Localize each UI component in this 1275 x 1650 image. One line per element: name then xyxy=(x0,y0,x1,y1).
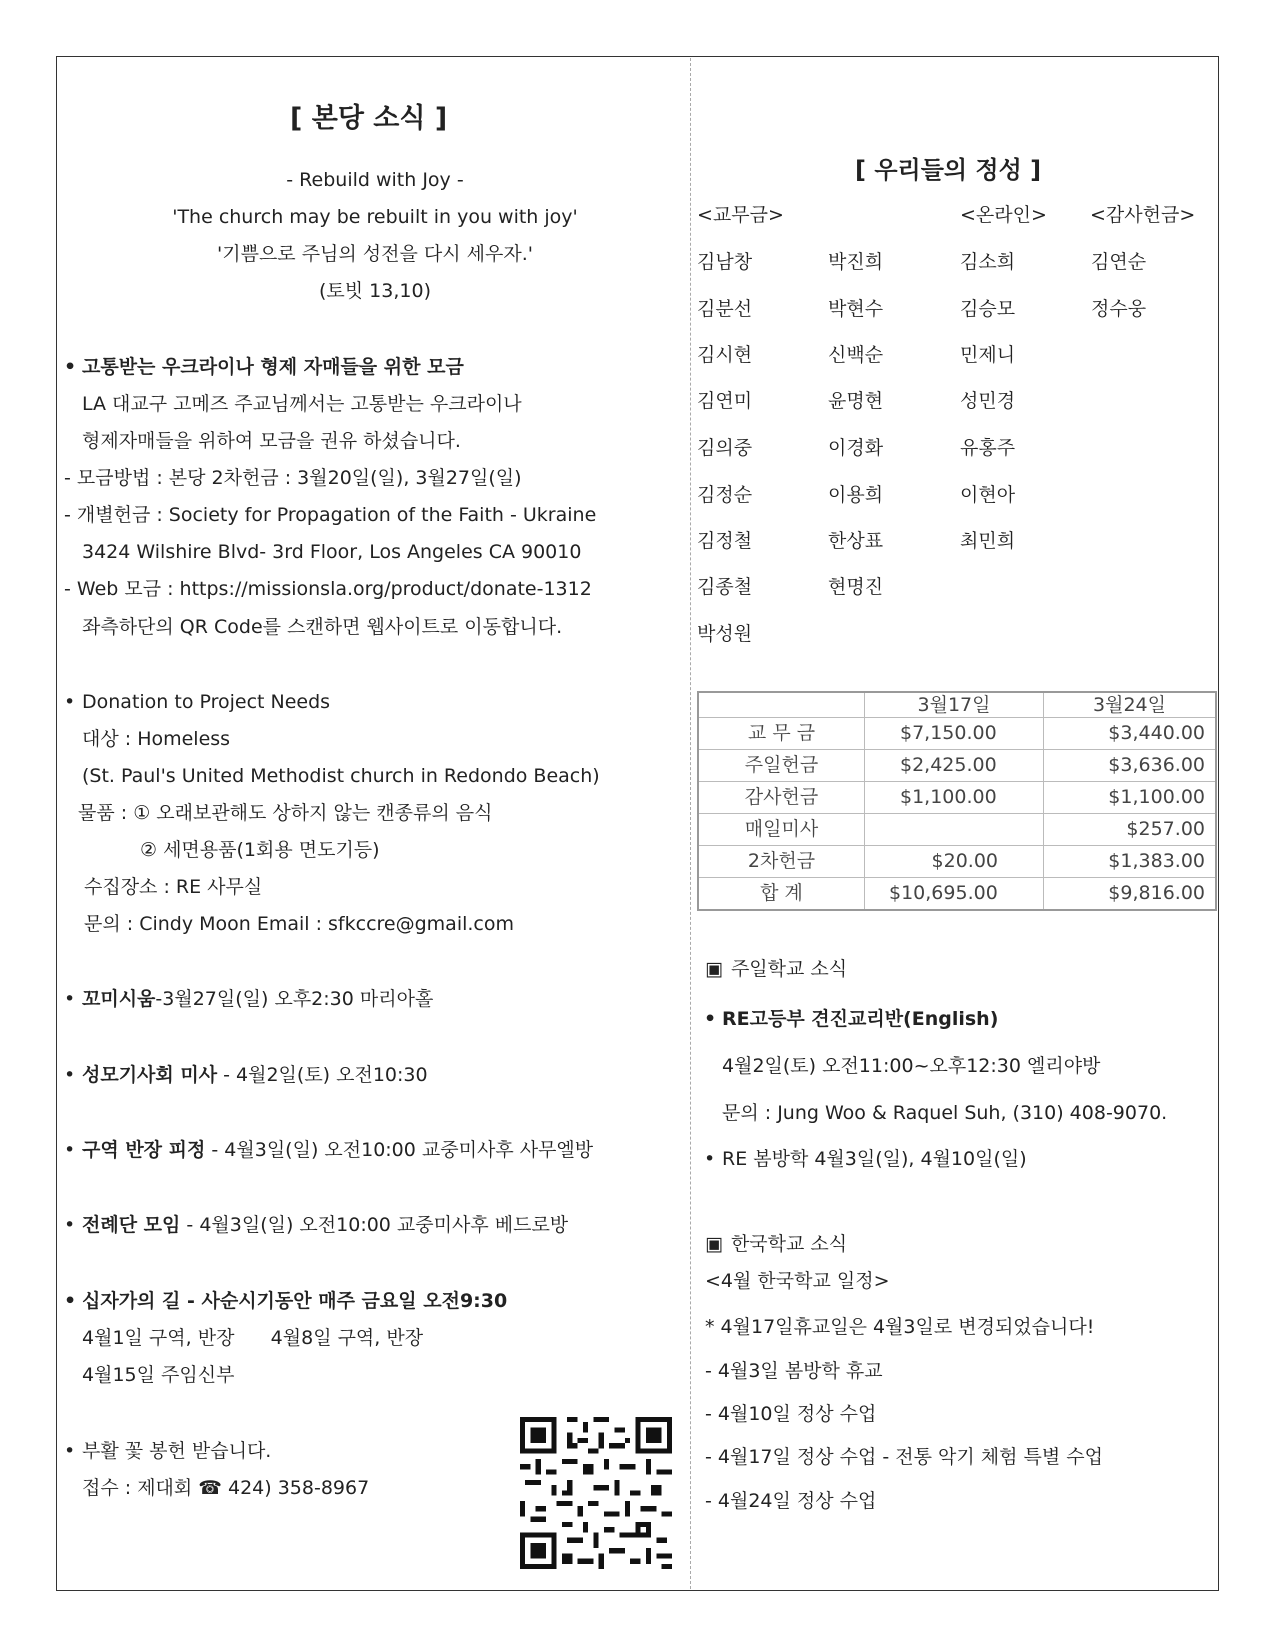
cell-value: $1,383.00 xyxy=(1044,846,1217,878)
left-title: [ 본당 소식 ] xyxy=(290,103,448,134)
table-header xyxy=(698,692,865,718)
korean-school-line: - 4월24일 정상 수업 xyxy=(705,1490,877,1512)
row-label: 매일미사 xyxy=(698,814,865,846)
cross-line: 4월1일 구역, 반장 4월8일 구역, 반장 xyxy=(82,1327,424,1349)
motto-citation: (토빗 13,10) xyxy=(319,280,431,302)
donor-name: 현명진 xyxy=(828,576,884,598)
donor-name: 이경화 xyxy=(828,437,884,459)
donor-name: 김의중 xyxy=(697,437,753,459)
cell-value: $20.00 xyxy=(865,846,1044,878)
row-label: 합 계 xyxy=(698,878,865,911)
table-row xyxy=(698,782,1216,814)
donor-name: 김연미 xyxy=(697,390,753,412)
donation-line: ② 세면용품(1회용 면도기등) xyxy=(140,839,380,861)
sunday-school-line: 문의 : Jung Woo & Raquel Suh, (310) 408-9070. xyxy=(722,1102,1168,1124)
row-label: 2차헌금 xyxy=(698,846,865,878)
korean-school-sub: <4월 한국학교 일정> xyxy=(705,1270,890,1292)
sunday-school-heading: ▣ 주일학교 소식 xyxy=(705,960,847,979)
donation-heading: • Donation to Project Needs xyxy=(82,693,330,712)
col-head-gyomugeum: <교무금> xyxy=(697,204,784,226)
table-total-row xyxy=(698,878,1216,911)
donor-name: 김시현 xyxy=(697,344,753,366)
donor-name: 한상표 xyxy=(828,530,884,552)
cell-value xyxy=(865,814,1044,846)
donation-line: 물품 : ① 오래보관해도 상하지 않는 캔종류의 음식 xyxy=(78,802,493,824)
donation-line: 수집장소 : RE 사무실 xyxy=(84,876,263,898)
donation-line: (St. Paul's United Methodist church in Redondo Beach) xyxy=(82,765,600,787)
donor-name: 이용희 xyxy=(828,484,884,506)
table-row xyxy=(698,718,1216,750)
donor-name: 박현수 xyxy=(828,298,884,320)
table-header: 3월24일 xyxy=(1044,692,1217,718)
motto-line: 'The church may be rebuilt in you with joy' xyxy=(172,206,578,228)
row-label: 감사헌금 xyxy=(698,782,865,814)
donor-name: 김종철 xyxy=(697,576,753,598)
cell-value: $3,440.00 xyxy=(1044,718,1217,750)
ukraine-line: LA 대교구 고메즈 주교님께서는 고통받는 우크라이나 xyxy=(82,393,522,415)
cell-value: $1,100.00 xyxy=(865,782,1044,814)
table-row xyxy=(698,750,1216,782)
ukraine-line: 3424 Wilshire Blvd- 3rd Floor, Los Angeles CA 90010 xyxy=(82,541,582,563)
korean-school-line: - 4월10일 정상 수업 xyxy=(705,1403,877,1425)
donor-name: 박진희 xyxy=(828,251,884,273)
donation-line: 대상 : Homeless xyxy=(82,728,231,750)
offering-table xyxy=(697,691,1217,911)
donor-name: 윤명현 xyxy=(828,390,884,412)
donor-name: 유홍주 xyxy=(960,437,1016,459)
ukraine-line: 형제자매들을 위하여 모금을 권유 하셨습니다. xyxy=(82,430,461,452)
right-title: [ 우리들의 정성 ] xyxy=(855,156,1042,184)
col-head-online: <온라인> xyxy=(960,204,1047,226)
table-header-row xyxy=(698,692,1216,718)
sunday-school-sub: • RE고등부 견진교리반(English) xyxy=(722,1010,998,1029)
cell-value: $7,150.00 xyxy=(865,718,1044,750)
donation-line: 문의 : Cindy Moon Email : sfkccre@gmail.com xyxy=(84,913,514,935)
easter-contact: 접수 : 제대회 ☎ 424) 358-8967 xyxy=(82,1477,370,1499)
korean-school-line: - 4월17일 정상 수업 - 전통 악기 체험 특별 수업 xyxy=(705,1446,1103,1468)
donor-name: 신백순 xyxy=(828,344,884,366)
table-row xyxy=(698,814,1216,846)
sunday-school-sub: • RE 봄방학 4월3일(일), 4월10일(일) xyxy=(722,1150,1027,1169)
table-row xyxy=(698,846,1216,878)
col-head-thanks: <감사헌금> xyxy=(1090,204,1196,226)
ukraine-line: 좌측하단의 QR Code를 스캔하면 웹사이트로 이동합니다. xyxy=(82,616,563,638)
motto-line: - Rebuild with Joy - xyxy=(286,169,464,191)
cross-line: 4월15일 주임신부 xyxy=(82,1364,235,1386)
cell-value: $257.00 xyxy=(1044,814,1217,846)
easter-heading: • 부활 꽃 봉헌 받습니다. xyxy=(82,1442,271,1461)
column-divider xyxy=(690,58,691,1589)
donor-name: 이현아 xyxy=(960,484,1016,506)
event-item: • 전례단 모임 - 4월3일(일) 오전10:00 교중미사후 베드로방 xyxy=(82,1216,568,1235)
event-item: • 성모기사회 미사 - 4월2일(토) 오전10:30 xyxy=(82,1066,428,1085)
ukraine-line: - 모금방법 : 본당 2차헌금 : 3월20일(일), 3월27일(일) xyxy=(64,467,522,489)
donor-name: 김승모 xyxy=(960,298,1016,320)
korean-school-heading: ▣ 한국학교 소식 xyxy=(705,1235,847,1254)
event-item: • 구역 반장 피정 - 4월3일(일) 오전10:00 교중미사후 사무엘방 xyxy=(82,1141,593,1160)
donor-name: 김정철 xyxy=(697,530,753,552)
donor-name: 박성원 xyxy=(697,623,753,645)
donor-name: 김정순 xyxy=(697,484,753,506)
motto-line: '기쁨으로 주님의 성전을 다시 세우자.' xyxy=(217,243,533,265)
donor-name: 김연순 xyxy=(1091,251,1147,273)
row-label: 교 무 금 xyxy=(698,718,865,750)
donor-name: 민제니 xyxy=(960,344,1016,366)
event-item: • 꼬미시움-3월27일(일) 오후2:30 마리아홀 xyxy=(82,990,433,1009)
cell-value: $1,100.00 xyxy=(1044,782,1217,814)
donor-name: 김남창 xyxy=(697,251,753,273)
donor-name: 정수웅 xyxy=(1091,298,1147,320)
donor-name: 최민희 xyxy=(960,530,1016,552)
donor-name: 김분선 xyxy=(697,298,753,320)
cell-value: $10,695.00 xyxy=(865,878,1044,911)
table-header: 3월17일 xyxy=(865,692,1044,718)
cell-value: $3,636.00 xyxy=(1044,750,1217,782)
korean-school-line: * 4월17일휴교일은 4월3일로 변경되었습니다! xyxy=(705,1316,1095,1338)
donor-name: 성민경 xyxy=(960,390,1016,412)
donor-name: 김소희 xyxy=(960,251,1016,273)
korean-school-line: - 4월3일 봄방학 휴교 xyxy=(705,1360,883,1382)
ukraine-heading: • 고통받는 우크라이나 형제 자매들을 위한 모금 xyxy=(82,358,464,377)
cell-value: $9,816.00 xyxy=(1044,878,1217,911)
cell-value: $2,425.00 xyxy=(865,750,1044,782)
ukraine-line: - Web 모금 : https://missionsla.org/product/donate-1312 xyxy=(64,578,592,600)
row-label: 주일헌금 xyxy=(698,750,865,782)
cross-heading: • 십자가의 길 - 사순시기동안 매주 금요일 오전9:30 xyxy=(82,1292,507,1311)
sunday-school-line: 4월2일(토) 오전11:00~오후12:30 엘리야방 xyxy=(722,1055,1101,1077)
qr-code[interactable] xyxy=(520,1417,672,1569)
ukraine-line: - 개별헌금 : Society for Propagation of the Faith - Ukraine xyxy=(64,504,597,526)
